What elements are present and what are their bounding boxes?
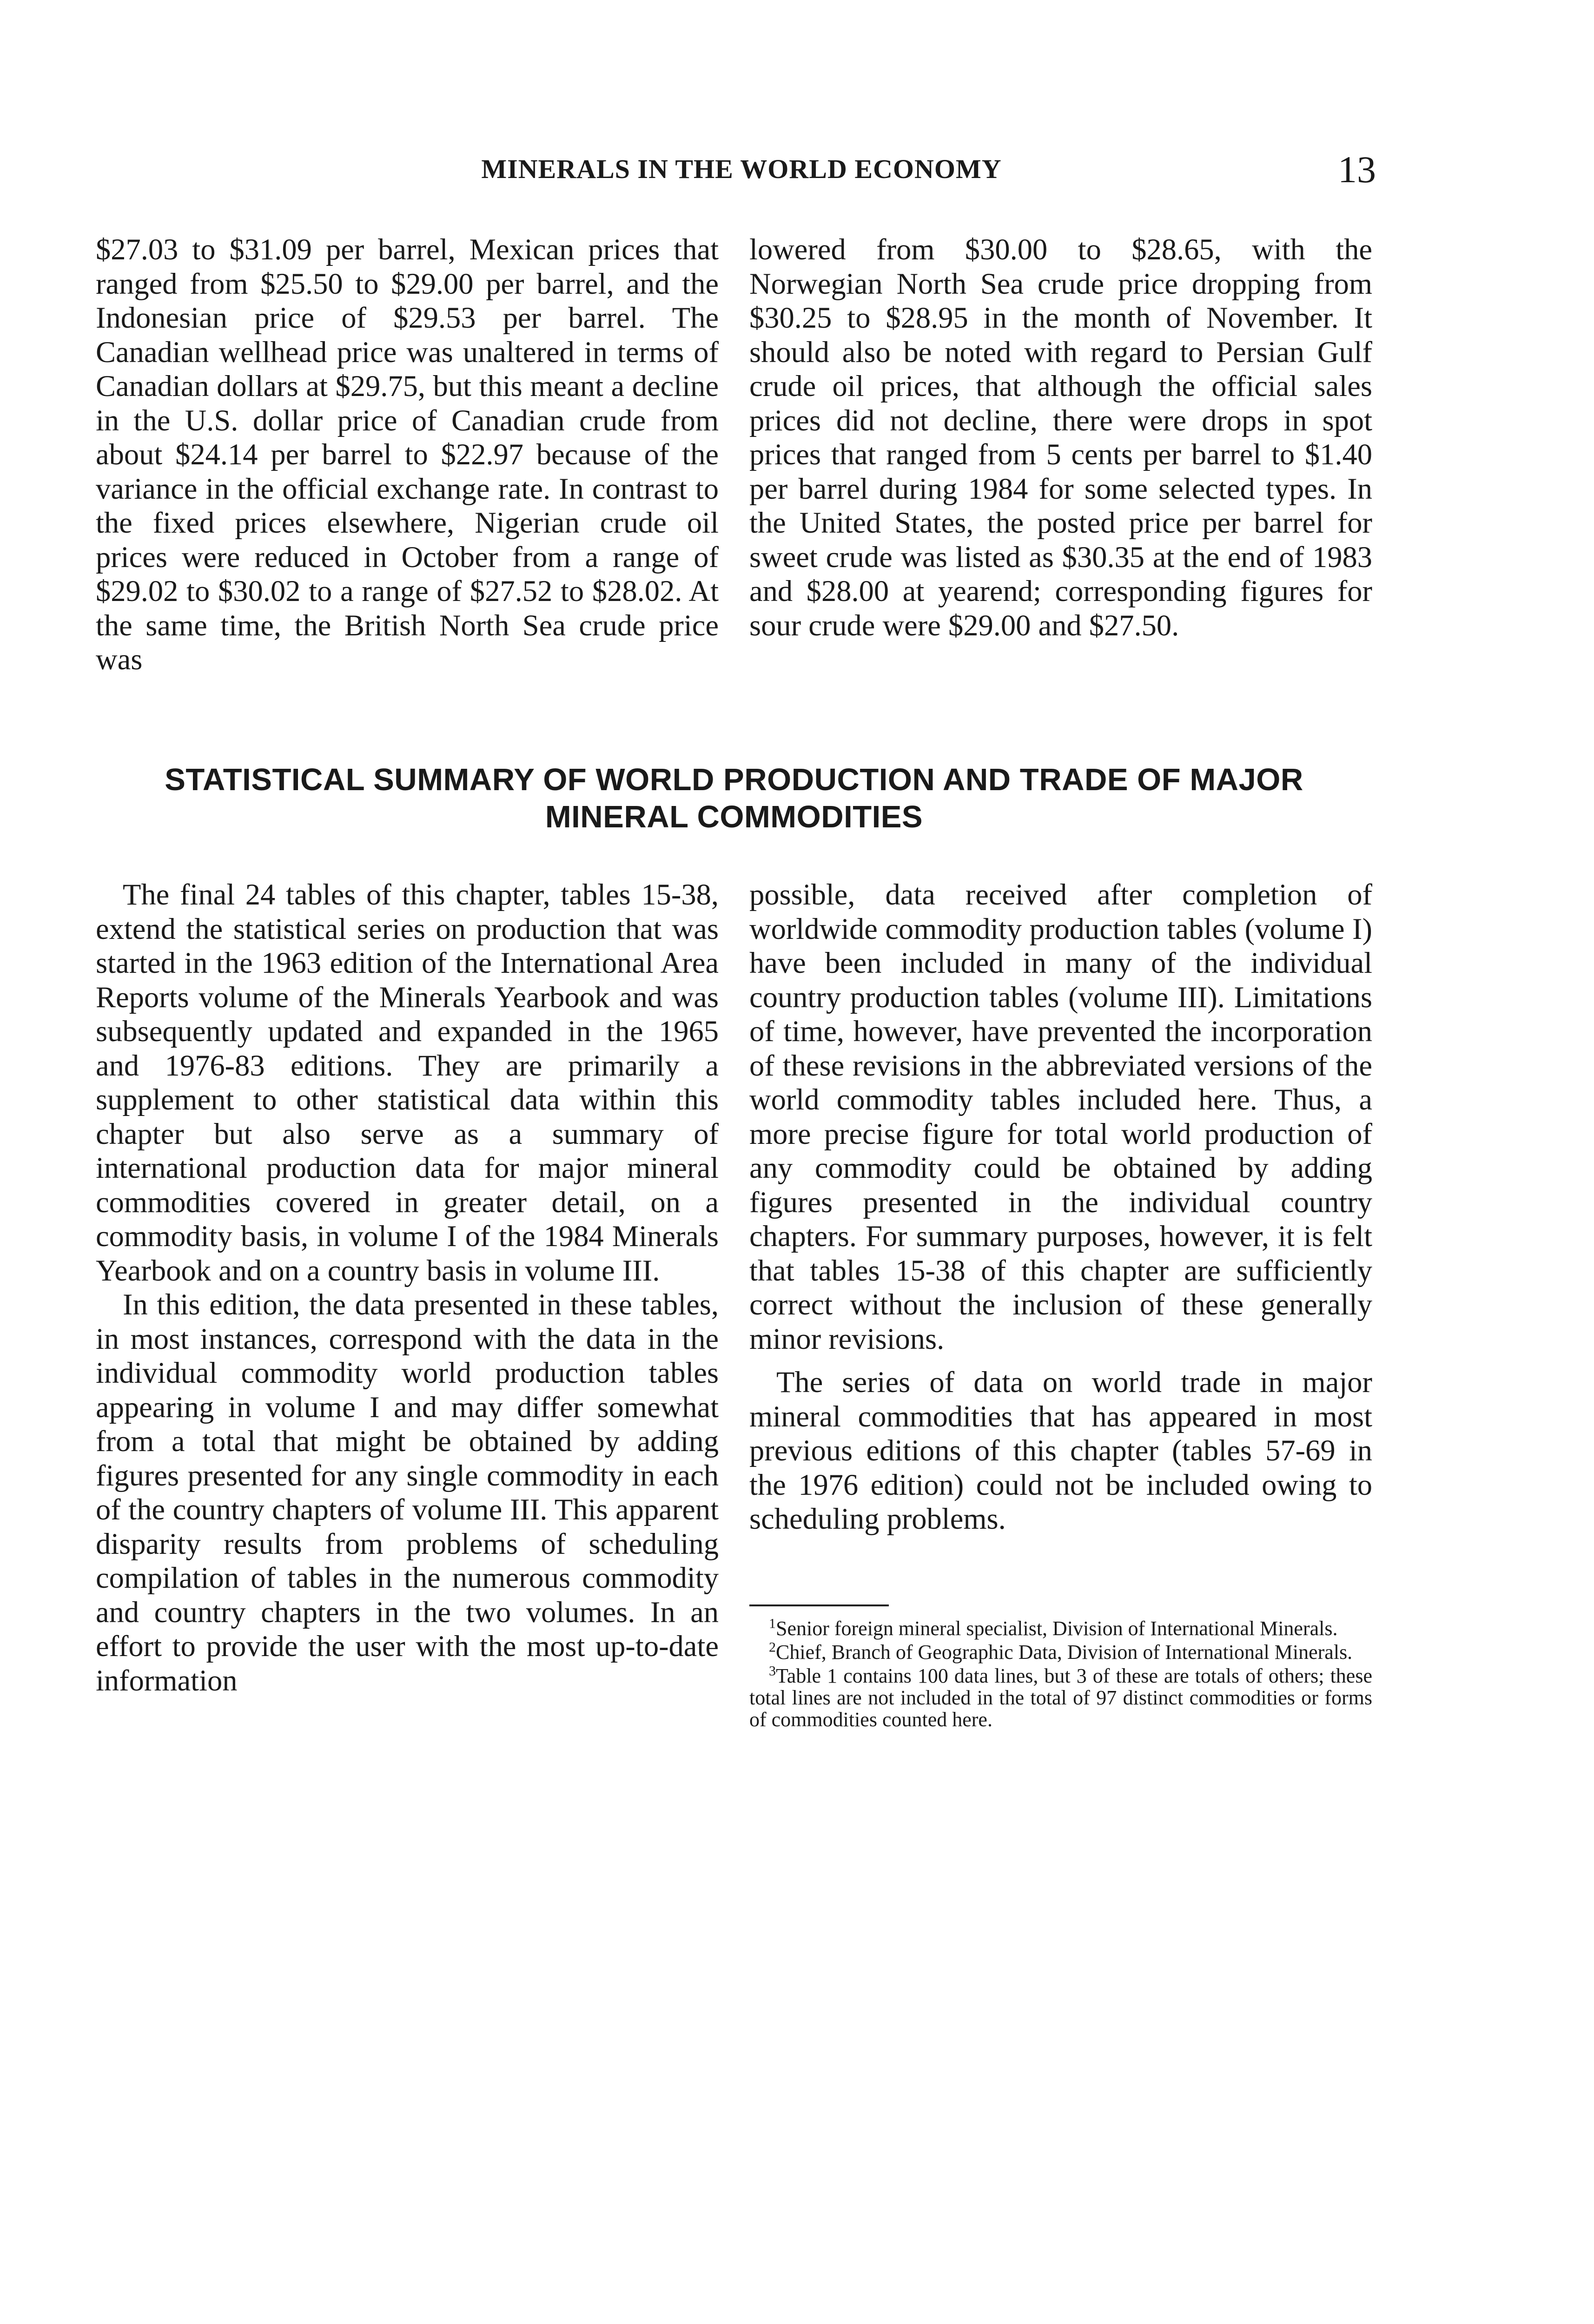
- footnote: [749, 1665, 1372, 1730]
- footnotes: [749, 1618, 1372, 1732]
- footnote-text: Senior foreign mineral specialist, Division of International Minerals.: [776, 1617, 1338, 1640]
- body-paragraph: possible, data received after completion of worldwide commodity production tables (volume I) have been included in many of the individual country production tables (volume III). Limitations of time, however, have prevented the incorporation of these revisions in the abbreviated versions of the world commodity tables included here. Thus, a more precise figure for total world production of any commodity could be obtained by adding figures presented in the individual country chapters. For summary purposes, however, it is felt that tables 15-38 of this chapter are sufficiently correct without the inclusion of these generally minor revisions.: [749, 878, 1372, 1355]
- body-paragraph: In this edition, the data presented in these tables, in most instances, correspond with the data in the individual commodity world production tables appearing in volume I and may differ somewhat from a total that might be obtained by adding figures presented for any single commodity in each of the country chapters of volume III. This apparent disparity results from problems of scheduling compilation of tables in the numerous commodity and country chapters in the two volumes. In an effort to provide the user with the most up-to-date information: [96, 1288, 719, 1697]
- top-left-column: [96, 232, 719, 677]
- footnote-marker: 2: [769, 1639, 776, 1655]
- bottom-left-column: [96, 878, 719, 1697]
- body-paragraph: lowered from $30.00 to $28.65, with the Norwegian North Sea crude price dropping from $30.25 to $28.95 in the month of November. It should also be noted with regard to Persian Gulf crude oil prices, that although the official sales prices did not decline, there were drops in spot prices that ranged from 5 cents per barrel to $1.40 per barrel during 1984 for some selected types. In the United States, the posted price per barrel for sweet crude was listed as $30.35 at the end of 1983 and $28.00 at yearend; corresponding figures for sour crude were $29.00 and $27.50.: [749, 233, 1372, 642]
- body-paragraph: $27.03 to $31.09 per barrel, Mexican prices that ranged from $25.50 to $29.00 per barrel, and the Indonesian price of $29.53 per barrel. The Canadian wellhead price was unaltered in terms of Canadian dollars at $29.75, but this meant a decline in the U.S. dollar price of Canadian crude from about $24.14 per barrel to $22.97 because of the variance in the official exchange rate. In contrast to the fixed prices elsewhere, Nigerian crude oil prices were reduced in October from a range of $29.02 to $30.02 to a range of $27.52 to $28.02. At the same time, the British North Sea crude price was: [96, 233, 719, 676]
- section-heading-line: STATISTICAL SUMMARY OF WORLD PRODUCTION AND TRADE OF MAJOR: [165, 762, 1303, 797]
- footnote-marker: 1: [769, 1616, 776, 1631]
- running-title: MINERALS IN THE WORLD ECONOMY: [481, 154, 1002, 184]
- footnote-text: Table 1 contains 100 data lines, but 3 of these are totals of others; these total lines are not included in the total of 97 distinct commodities or forms of commodities counted here.: [749, 1664, 1372, 1731]
- body-paragraph: The series of data on world trade in major mineral commodities that has appeared in most previous editions of this chapter (tables 57-69 in the 1976 edition) could not be included owing to scheduling problems.: [749, 1366, 1372, 1535]
- section-heading: [96, 761, 1372, 836]
- body-paragraph: The final 24 tables of this chapter, tables 15-38, extend the statistical series on production that was started in the 1963 edition of the International Area Reports volume of the Minerals Yearbook and was subsequently updated and expanded in the 1965 and 1976-83 editions. They are primarily a supplement to other statistical data within this chapter but also serve as a summary of international production data for major mineral commodities covered in greater detail, on a commodity basis, in volume I of the 1984 Minerals Yearbook and on a country basis in volume III.: [96, 878, 719, 1287]
- bottom-right-column: [749, 878, 1372, 1536]
- footnote: [749, 1641, 1372, 1663]
- footnote-text: Chief, Branch of Geographic Data, Division of International Minerals.: [776, 1641, 1353, 1664]
- footnote-marker: 3: [769, 1663, 776, 1679]
- page-header: [107, 148, 1376, 204]
- top-right-column: [749, 232, 1372, 642]
- footnote-divider: [749, 1604, 889, 1606]
- section-heading-line: MINERAL COMMODITIES: [545, 799, 923, 834]
- page-number: 13: [1338, 148, 1376, 191]
- footnote: [749, 1618, 1372, 1639]
